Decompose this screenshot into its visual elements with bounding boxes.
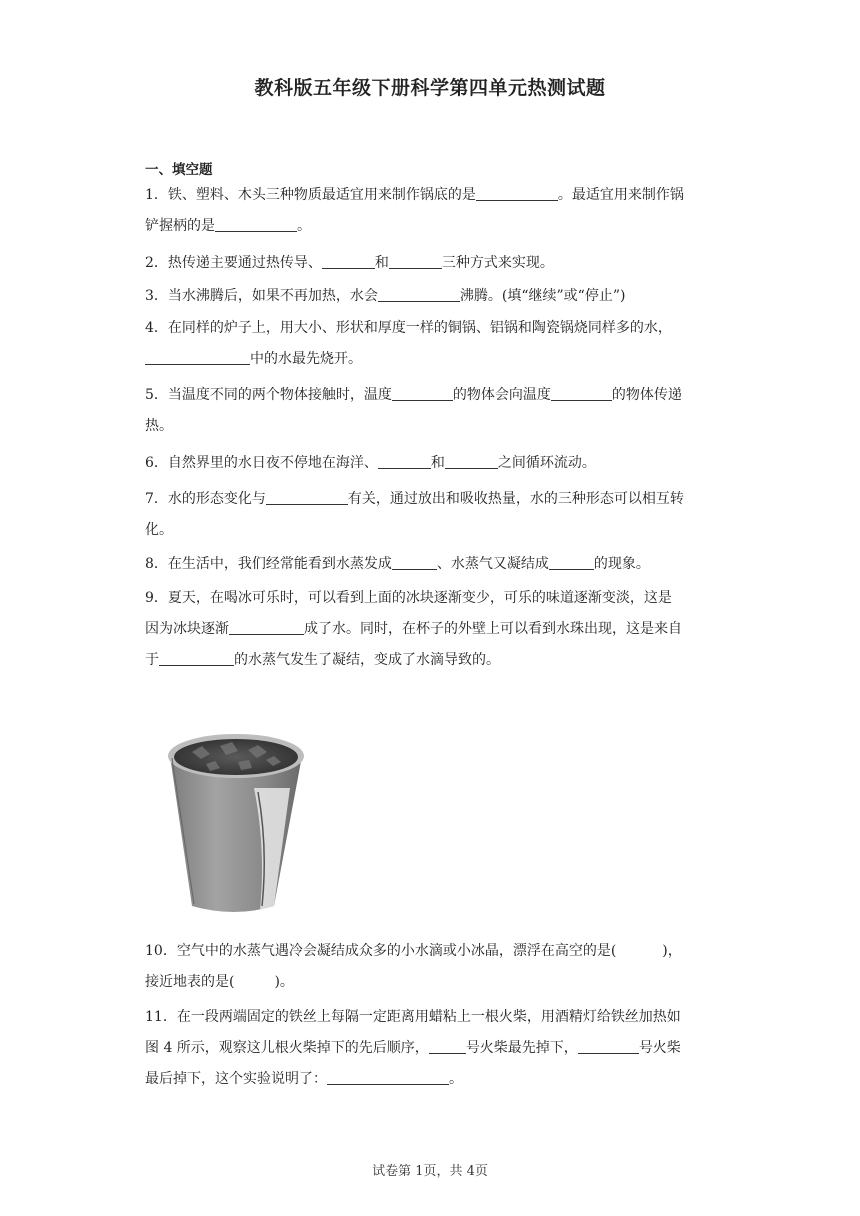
cola-cup-image [162, 728, 312, 918]
answer-blank[interactable] [429, 1038, 466, 1054]
question-7: 7．水的形态变化与 有关，通过放出和吸收热量，水的三种形态可以相互转 化。 [145, 491, 684, 538]
answer-blank[interactable] [215, 216, 297, 232]
question-6: 6．自然界里的水日夜不停地在海洋、 和 之间循环流动。 [145, 455, 596, 471]
answer-blank[interactable] [145, 349, 250, 365]
answer-blank[interactable] [229, 619, 304, 635]
answer-blank[interactable] [266, 489, 348, 505]
question-8: 8．在生活中，我们经常能看到水蒸发成 、水蒸气又凝结成 的现象。 [145, 556, 650, 572]
answer-blank[interactable] [389, 253, 442, 269]
answer-blank[interactable] [578, 1038, 639, 1054]
answer-blank[interactable] [327, 1069, 449, 1085]
page-footer: 试卷第 1页，共 4页 [372, 1164, 488, 1179]
answer-blank[interactable] [549, 554, 594, 570]
question-3: 3．当水沸腾后，如果不再加热，水会 沸腾。(填“继续”或“停止”) [145, 288, 626, 304]
page-title: 教科版五年级下册科学第四单元热测试题 [254, 77, 606, 99]
question-11: 11．在一段两端固定的铁丝上每隔一定距离用蜡粘上一根火柴，用酒精灯给铁丝加热如 图 4 所示，观察这儿根火柴掉下的先后顺序， 号火柴最先掉下， 号火柴 最后掉下，这个实验说明了： 。 [145, 1009, 681, 1087]
answer-blank[interactable] [476, 185, 558, 201]
question-9: 9．夏天，在喝冰可乐时，可以看到上面的冰块逐渐变少，可乐的味道逐渐变淡，这是 因为冰块逐渐 成了水。同时，在杯子的外壁上可以看到水珠出现，这是来自 于 的水蒸气发生了凝结，变成了水滴导致的。 [145, 590, 682, 668]
question-2: 2．热传递主要通过热传导、 和 三种方式来实现。 [145, 255, 554, 271]
answer-blank[interactable] [392, 554, 437, 570]
answer-blank[interactable] [551, 385, 612, 401]
section-heading: 一、填空题 [145, 162, 213, 178]
question-10: 10．空气中的水蒸气遇冷会凝结成众多的小水滴或小冰晶，漂浮在高空的是( )， 接近地表的是( )。 [145, 943, 682, 990]
answer-blank[interactable] [445, 453, 498, 469]
question-1: 1．铁、塑料、木头三种物质最适宜用来制作锅底的是 。最适宜用来制作锅 铲握柄的是 。 [145, 187, 684, 234]
answer-blank[interactable] [378, 453, 431, 469]
question-4: 4．在同样的炉子上，用大小、形状和厚度一样的铜锅、铝锅和陶瓷锅烧同样多的水， 中的水最先烧开。 [145, 320, 672, 367]
question-5: 5．当温度不同的两个物体接触时，温度 的物体会向温度 的物体传递 热。 [145, 387, 682, 434]
answer-blank[interactable] [159, 650, 234, 666]
answer-blank[interactable] [392, 385, 453, 401]
answer-blank[interactable] [378, 286, 460, 302]
answer-blank[interactable] [322, 253, 375, 269]
